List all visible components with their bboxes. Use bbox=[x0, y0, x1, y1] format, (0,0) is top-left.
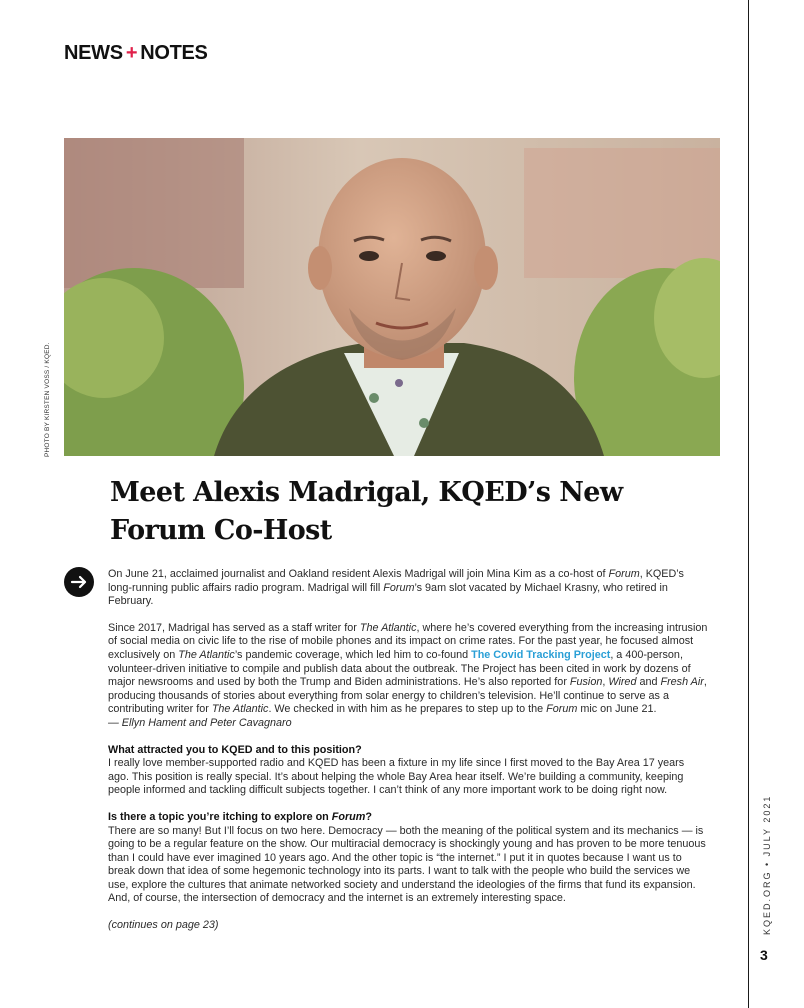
question-1: What attracted you to KQED and to this position? bbox=[108, 743, 362, 756]
article-title bbox=[110, 474, 670, 550]
section-label-notes: NOTES bbox=[140, 42, 208, 64]
photo-credit: PHOTO BY KIRSTEN VOSS / KQED. bbox=[44, 342, 51, 457]
section-label-news: NEWS bbox=[64, 42, 123, 64]
byline: — Ellyn Hament and Peter Cavagnaro bbox=[108, 716, 292, 729]
section-label bbox=[64, 42, 208, 65]
portrait-photo-illustration bbox=[64, 138, 720, 456]
question-2: Is there a topic you’re itching to explore on Forum? bbox=[108, 810, 372, 823]
continues-note: (continues on page 23) bbox=[108, 919, 219, 932]
arrow-right-icon bbox=[64, 567, 94, 597]
answer-2: There are so many! But I’ll focus on two here. Democracy — both the meaning of the political system and its mechanics — is going to be a regular feature on the show. Our multiracial democracy is shockingly young and has proven to be more tenuous than I could have ever imagined 10 years ago. And the other topic is “the internet.” I put it in quotes because I want us to break down that idea of some hegemonic technology into its parts. I want to talk with the people who build the services we use, explore the cultures that animate networked society and understand the ideologies of the firms that fund its expansion. And, of course, the intersection of democracy and the internet is an extremely interesting space. bbox=[108, 824, 706, 905]
page-number: 3 bbox=[760, 947, 768, 963]
background-paragraph: Since 2017, Madrigal has served as a staff writer for The Atlantic, where he’s covered everything from the increasing intrusion of social media on civic life to the rise of mobile phones and its impact on crime rates. For the past year, he focused almost exclusively on The Atlantic’s pandemic coverage, which led him to co-found The Covid Tracking Project, a 400-person, volunteer-driven initiative to compile and publish data about the outbreak. The Project has been cited in work by dozens of major newsrooms and used by both the Trump and Biden administrations. He’s also reported for Fusion, Wired and Fresh Air, producing thousands of stories about everything from solar energy to children’s television. He’ll continue to serve as a contributing writer for The Atlantic. We checked in with him as he prepares to step up to the Forum mic on June 21. — Ellyn Hament and Peter Cavagnaro bbox=[108, 621, 708, 729]
qa-1 bbox=[108, 744, 708, 798]
portrait-photo bbox=[64, 138, 720, 456]
answer-1: I really love member-supported radio and KQED has been a fixture in my life since I first moved to the Bay Area 17 years ago. This position is really special. It’s about helping the whole Bay Area hear itself. We’re building a community, keeping people informed and tackling difficult subjects together. I can’t think of any more important work to be doing right now. bbox=[108, 757, 685, 797]
section-label-plus: + bbox=[125, 42, 138, 64]
intro-paragraph: On June 21, acclaimed journalist and Oakland resident Alexis Madrigal will join Mina Kim as a co-host of Forum, KQED’s long-running public affairs radio program. Madrigal will fill Forum’s 9am slot vacated by Michael Krasny, who retired in February. bbox=[108, 568, 684, 608]
covid-tracking-project-link[interactable]: The Covid Tracking Project bbox=[471, 648, 611, 661]
article-title-line-2: Forum Co-Host bbox=[110, 515, 332, 546]
page-edge-rule bbox=[748, 0, 749, 1008]
article-title-line-1: Meet Alexis Madrigal, KQED’s New bbox=[110, 477, 623, 508]
article-body bbox=[108, 568, 708, 946]
issue-info: KQED.ORG • JULY 2021 bbox=[762, 794, 772, 935]
qa-2 bbox=[108, 811, 708, 906]
